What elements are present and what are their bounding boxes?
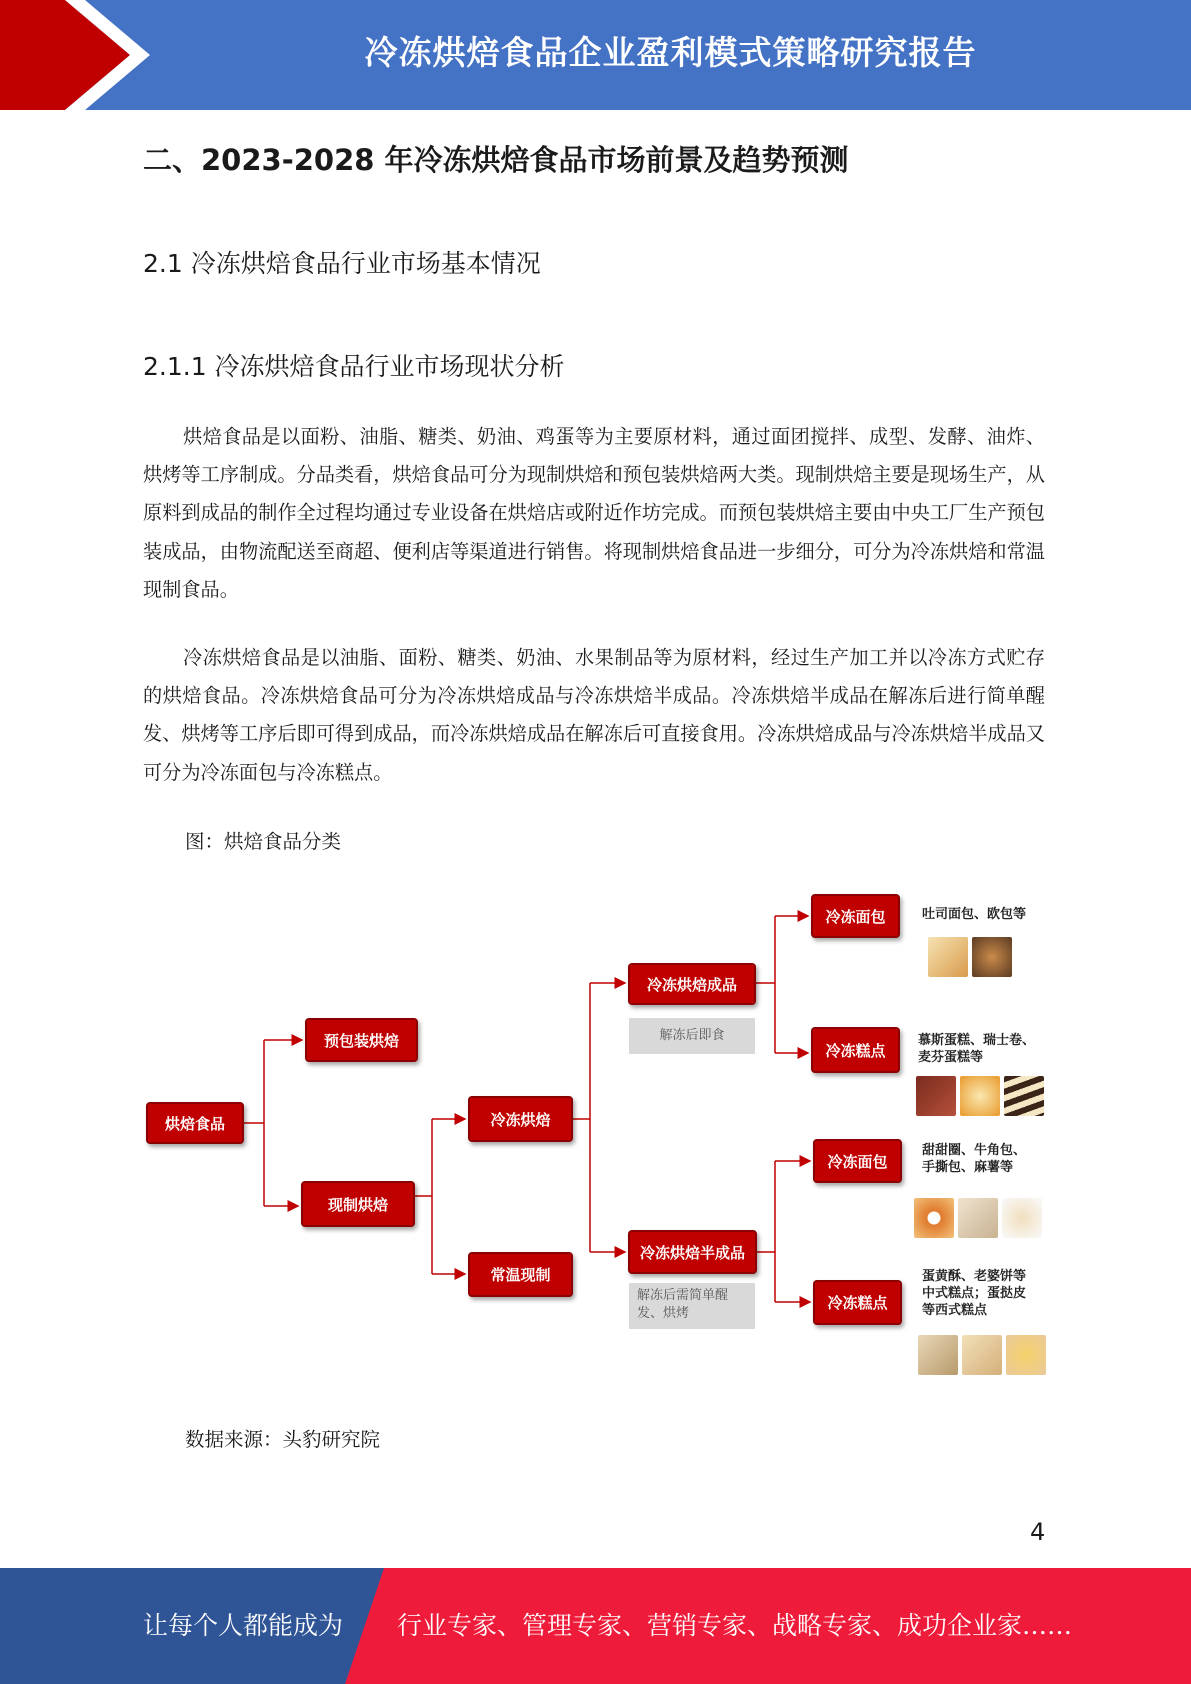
body-paragraph: 烘焙食品是以面粉、油脂、糖类、奶油、鸡蛋等为主要原材料，通过面团搅拌、成型、发酵、油炸、烘烤等工序制成。分品类看，烘焙食品可分为现制烘焙和预包装烘焙两大类。现制烘焙主要是现场生产，从原料到成品的制作全过程均通过专业设备在烘焙店或附近作坊完成。而预包装烘焙主要由中央工厂生产预包装成品，由物流配送至商超、便利店等渠道进行销售。将现制烘焙食品进一步细分，可分为冷冻烘焙和常温现制食品。 (143, 425, 1045, 601)
croissant-image (958, 1198, 998, 1238)
node-frozen-semi-finished: 冷冻烘焙半成品 (628, 1230, 757, 1274)
bread-image (972, 937, 1012, 977)
node-finished-frozen-bread: 冷冻面包 (811, 894, 900, 938)
donut-image (914, 1198, 954, 1238)
page-number: 4 (1030, 1518, 1046, 1546)
node-frozen-bakery: 冷冻烘焙 (468, 1096, 573, 1142)
body-paragraph: 冷冻烘焙食品是以油脂、面粉、糖类、奶油、水果制品等为原材料，经过生产加工并以冷冻方式贮存的烘焙食品。冷冻烘焙食品可分为冷冻烘焙成品与冷冻烘焙半成品。冷冻烘焙半成品在解冻后进行简单醒发、烘烤等工序后即可得到成品，而冷冻烘焙成品在解冻后可直接食用。冷冻烘焙成品与冷冻烘焙半成品又可分为冷冻面包与冷冻糕点。 (143, 646, 1045, 784)
page-header (0, 0, 1191, 110)
mousse-cake-image (916, 1076, 956, 1116)
semi-pastry-images (918, 1335, 1046, 1375)
desc-semi-bread (922, 1142, 1026, 1176)
desc-line: 中式糕点；蛋挞皮 (922, 1286, 1027, 1301)
node-fresh-bakery: 现制烘焙 (301, 1181, 415, 1227)
egg-tart-image (1006, 1335, 1046, 1375)
wife-cake-image (962, 1335, 1002, 1375)
finished-bread-images (928, 937, 1012, 977)
node-semi-frozen-pastry: 冷冻糕点 (813, 1280, 902, 1325)
note-ready-to-eat: 解冻后即食 (629, 1018, 755, 1054)
desc-finished-pastry (918, 1032, 1035, 1066)
node-finished-frozen-pastry: 冷冻糕点 (811, 1027, 900, 1073)
figure-caption: 图：烘焙食品分类 (185, 830, 342, 853)
desc-semi-pastry (922, 1268, 1026, 1319)
desc-finished-bread (922, 906, 1026, 923)
desc-line: 甜甜圈、牛角包、 (922, 1143, 1027, 1158)
section-heading: 二、2023-2028 年冷冻烘焙食品市场前景及趋势预测 (143, 143, 849, 177)
desc-line: 手撕包、麻薯等 (922, 1160, 1014, 1175)
desc-line: 等西式糕点 (922, 1303, 988, 1318)
document-title: 冷冻烘焙食品企业盈利模式策略研究报告 (364, 33, 977, 72)
node-semi-frozen-bread: 冷冻面包 (813, 1139, 902, 1183)
note-needs-proofing: 解冻后需简单醒发、烘烤 (629, 1283, 755, 1329)
node-packaged-bakery: 预包装烘焙 (305, 1018, 418, 1062)
subsubsection-heading: 2.1.1 冷冻烘焙食品行业市场现状分析 (143, 352, 565, 381)
desc-line: 吐司面包、欧包等 (922, 907, 1027, 922)
swiss-roll-image (960, 1076, 1000, 1116)
header-chevron-decoration (0, 0, 160, 110)
node-frozen-finished: 冷冻烘焙成品 (628, 963, 756, 1005)
page-footer (0, 1568, 1191, 1684)
node-ambient-fresh: 常温现制 (468, 1252, 573, 1297)
desc-line: 麦芬蛋糕等 (918, 1050, 984, 1065)
semi-bread-images (914, 1198, 1042, 1238)
desc-line: 蛋黄酥、老婆饼等 (922, 1269, 1027, 1284)
layer-cake-image (1004, 1076, 1044, 1116)
subsection-heading: 2.1 冷冻烘焙食品行业市场基本情况 (143, 249, 541, 278)
bakery-classification-diagram (0, 880, 1191, 1400)
mochi-bread-image (1002, 1198, 1042, 1238)
footer-slogan-right: 行业专家、管理专家、营销专家、战略专家、成功企业家…… (397, 1611, 1073, 1640)
figure-source: 数据来源：头豹研究院 (185, 1428, 381, 1451)
toast-image (928, 937, 968, 977)
egg-yolk-pastry-image (918, 1335, 958, 1375)
node-bakery-food: 烘焙食品 (146, 1102, 244, 1144)
footer-slogan-left: 让每个人都能成为 (143, 1611, 344, 1640)
desc-line: 慕斯蛋糕、瑞士卷、 (918, 1033, 1036, 1048)
finished-pastry-images (916, 1076, 1044, 1116)
